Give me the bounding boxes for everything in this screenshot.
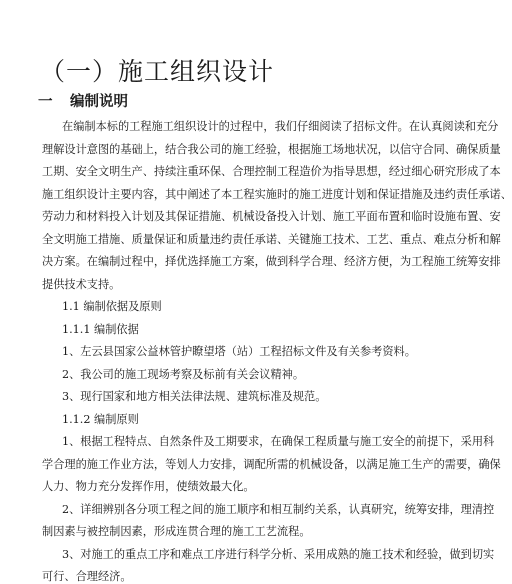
intro-line: 工期、安全文明生产、持续注重环保、合理控制工程造价为指导思想，经过细心研究形成了本 bbox=[42, 165, 501, 178]
subsection-heading: 1.1.1 编制依据 bbox=[62, 323, 139, 336]
principle-line: 可行、合理经济。 bbox=[42, 570, 132, 583]
intro-line: 全文明施工措施、质量保证和质量违约责任承诺、关键施工技术、工艺、重点、难点分析和解 bbox=[42, 233, 501, 246]
intro-line: 在编制本标的工程施工组织设计的过程中，我们仔细阅读了招标文件。在认真阅读和充分 bbox=[62, 120, 499, 133]
principle-line: 3、对施工的重点工序和难点工序进行科学分析、采用成熟的施工技术和经验，做到切实 bbox=[62, 548, 495, 561]
principle-line: 1、根据工程特点、自然条件及工期要求，在确保工程质量与施工安全的前提下，采用科 bbox=[62, 435, 495, 448]
section-heading bbox=[38, 90, 128, 111]
intro-line: 提供技术支持。 bbox=[42, 278, 121, 291]
principle-line: 学合理的施工作业方法，等划人力安排，调配所需的机械设备，以满足施工生产的需要，确保 bbox=[42, 458, 501, 471]
principle-line: 人力、物力充分发挥作用，使绩效最大化。 bbox=[42, 480, 255, 493]
subsection-heading: 1.1.2 编制原则 bbox=[62, 413, 139, 426]
principle-line: 制因素与被控制因素，形成连贯合理的施工工艺流程。 bbox=[42, 525, 311, 538]
intro-line: 劳动力和材料投入计划及其保证措施、机械设备投入计划、施工平面布置和临时设施布置、安 bbox=[42, 210, 501, 223]
document-title: （一）施工组织设计 bbox=[40, 57, 275, 86]
section-number: 一 bbox=[38, 94, 53, 110]
principle-line: 2、详细辨别各分项工程之间的施工顺序和相互制约关系，认真研究，统筹安排，理清控 bbox=[62, 503, 495, 516]
basis-item: 2、我公司的施工现场考察及标前有关会议精神。 bbox=[62, 368, 305, 381]
intro-line: 理解设计意图的基础上，结合我公司的施工经验，根据施工场地状况，以信守合同、确保质量 bbox=[42, 143, 501, 156]
intro-line: 施工组织设计主要内容，其中阐述了本工程实施时的施工进度计划和保证措施及违约责任承诺、 bbox=[42, 188, 512, 201]
basis-item: 1、左云县国家公益林管护瞭望塔（站）工程招标文件及有关参考资料。 bbox=[62, 345, 416, 358]
subsection-heading: 1.1 编制依据及原则 bbox=[62, 300, 162, 313]
section-title: 编制说明 bbox=[70, 94, 128, 110]
basis-item: 3、现行国家和地方相关法律法规、建筑标准及规范。 bbox=[62, 390, 327, 403]
intro-line: 决方案。在编制过程中，择优选择施工方案，做到科学合理、经济方便，为工程施工统筹安排 bbox=[42, 255, 501, 268]
